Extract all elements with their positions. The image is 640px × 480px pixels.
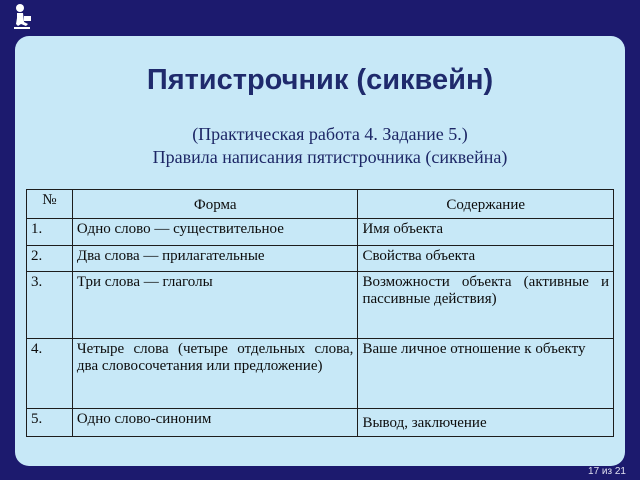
row-content: Возможности объекта (активные и пассивные действия)	[358, 272, 614, 339]
subtitle-line-1: (Практическая работа 4. Задание 5.)	[192, 124, 468, 144]
person-at-computer-icon	[8, 2, 34, 32]
slide-counter: 17 из 21	[588, 466, 626, 477]
subtitle-line-2: Правила написания пятистрочника (сиквейна)	[152, 147, 508, 167]
table-row	[27, 219, 614, 246]
row-content: Вывод, заключение	[358, 409, 614, 437]
row-num: 5.	[27, 409, 73, 437]
row-form: Четыре слова (четыре отдельных слова, два словосочетания или предложение)	[72, 339, 358, 409]
table-header-row	[27, 190, 614, 219]
rules-table	[26, 189, 614, 437]
row-content: Свойства объекта	[358, 246, 614, 272]
header-num: №	[27, 190, 73, 219]
row-num: 2.	[27, 246, 73, 272]
row-form: Одно слово — существительное	[72, 219, 358, 246]
header-form: Форма	[72, 190, 358, 219]
slide-subtitle	[0, 123, 640, 169]
row-num: 3.	[27, 272, 73, 339]
header-content: Содержание	[358, 190, 614, 219]
row-content: Ваше личное отношение к объекту	[358, 339, 614, 409]
table-row	[27, 339, 614, 409]
row-num: 4.	[27, 339, 73, 409]
row-form: Два слова — прилагательные	[72, 246, 358, 272]
row-num: 1.	[27, 219, 73, 246]
table-row	[27, 272, 614, 339]
row-content: Имя объекта	[358, 219, 614, 246]
row-form: Три слова — глаголы	[72, 272, 358, 339]
row-form: Одно слово-синоним	[72, 409, 358, 437]
table-row	[27, 409, 614, 437]
slide-title: Пятистрочник (сиквейн)	[146, 64, 494, 96]
table-row	[27, 246, 614, 272]
